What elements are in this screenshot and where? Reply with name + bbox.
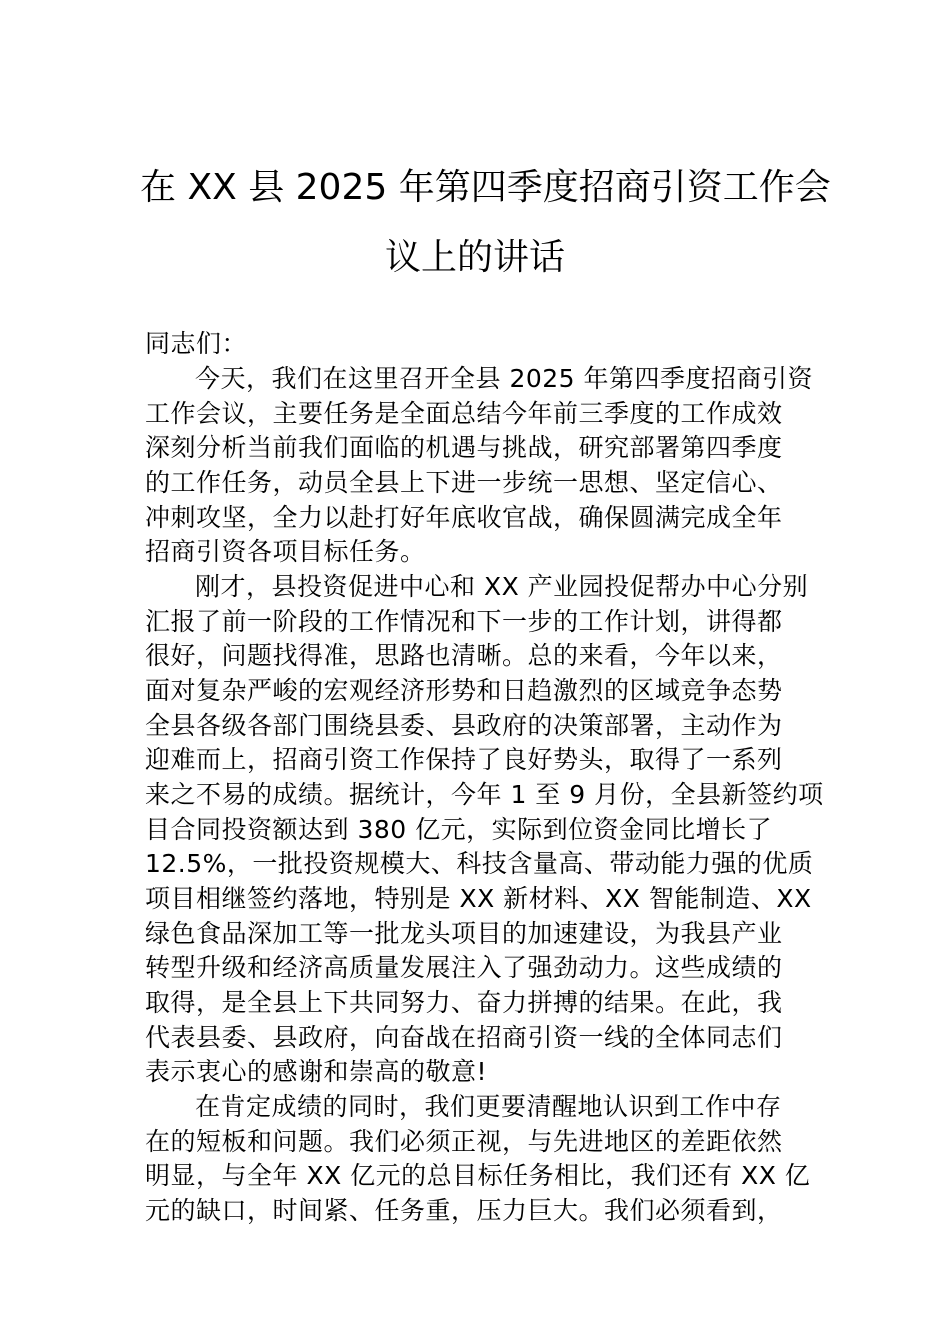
paragraph-1-line: 工作会议，主要任务是全面总结今年前三季度的工作成效 <box>145 399 783 428</box>
paragraph-2-line: 目合同投资额达到 380 亿元，实际到位资金同比增长了 <box>145 815 773 844</box>
salutation: 同志们： <box>145 329 248 358</box>
paragraph-2-line: 表示衷心的感谢和崇高的敬意! <box>145 1057 488 1086</box>
paragraph-2-line: 汇报了前一阶段的工作情况和下一步的工作计划，讲得都 <box>145 607 783 636</box>
paragraph-2-line: 项目相继签约落地，特别是 XX 新材料、XX 智能制造、XX <box>145 884 812 913</box>
paragraph-2-line: 转型升级和经济高质量发展注入了强劲动力。这些成绩的 <box>145 953 783 982</box>
paragraph-1-line: 冲刺攻坚，全力以赴打好年底收官战，确保圆满完成全年 <box>145 503 783 532</box>
paragraph-2-line: 代表县委、县政府，向奋战在招商引资一线的全体同志们 <box>145 1023 783 1052</box>
paragraph-1-line: 招商引资各项目标任务。 <box>145 537 426 566</box>
paragraph-3-line: 在肯定成绩的同时，我们更要清醒地认识到工作中存 <box>195 1092 782 1121</box>
paragraph-3-line: 元的缺口，时间紧、任务重，压力巨大。我们必须看到， <box>145 1196 783 1225</box>
paragraph-3-line: 在的短板和问题。我们必须正视，与先进地区的差距依然 <box>145 1127 783 1156</box>
paragraph-1-line: 的工作任务，动员全县上下进一步统一思想、坚定信心、 <box>145 468 783 497</box>
document-title-line-1: 在 XX 县 2025 年第四季度招商引资工作会 <box>140 167 831 208</box>
paragraph-2-line: 12.5%，一批投资规模大、科技含量高、带动能力强的优质 <box>145 849 814 878</box>
paragraph-3-line: 明显，与全年 XX 亿元的总目标任务相比，我们还有 XX 亿 <box>145 1161 811 1190</box>
paragraph-2-line: 很好，问题找得准，思路也清晰。总的来看，今年以来， <box>145 641 783 670</box>
paragraph-2-line: 取得，是全县上下共同努力、奋力拼搏的结果。在此，我 <box>145 988 783 1017</box>
paragraph-1-line: 深刻分析当前我们面临的机遇与挑战，研究部署第四季度 <box>145 433 783 462</box>
paragraph-2-line: 刚才，县投资促进中心和 XX 产业园投促帮办中心分别 <box>195 572 809 601</box>
paragraph-2-line: 绿色食品深加工等一批龙头项目的加速建设，为我县产业 <box>145 919 783 948</box>
document-title-line-2: 议上的讲话 <box>384 237 565 278</box>
paragraph-1-line: 今天，我们在这里召开全县 2025 年第四季度招商引资 <box>195 364 814 393</box>
paragraph-2-line: 来之不易的成绩。据统计，今年 1 至 9 月份，全县新签约项 <box>145 780 824 809</box>
paragraph-2-line: 全县各级各部门围绕县委、县政府的决策部署，主动作为 <box>145 711 783 740</box>
paragraph-2-line: 迎难而上，招商引资工作保持了良好势头，取得了一系列 <box>145 745 783 774</box>
paragraph-2-line: 面对复杂严峻的宏观经济形势和日趋激烈的区域竞争态势 <box>145 676 783 705</box>
